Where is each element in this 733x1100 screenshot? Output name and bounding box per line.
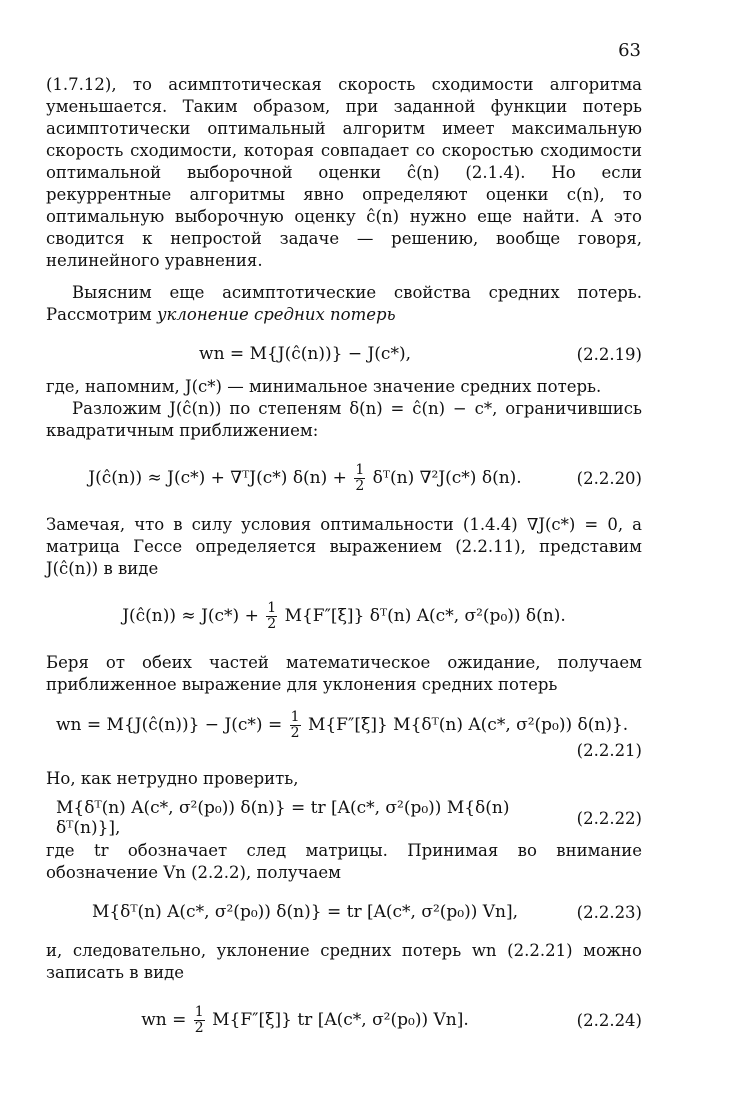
- equation-body: [46, 710, 642, 741]
- fraction: [266, 601, 277, 632]
- paragraph-optimality: Замечая, что в силу условия оптимальности (1.4.4) ∇J(c*) = 0, а матрица Гессе определяется выражением (2.2.11), представим J(ĉ(n)) в виде: [46, 515, 642, 578]
- fraction-numerator: 1: [355, 461, 365, 478]
- equation-2-2-22: [46, 796, 642, 840]
- fraction-denominator: 2: [290, 725, 300, 741]
- page-content: [46, 74, 642, 1042]
- fraction-numerator: 1: [194, 1003, 204, 1020]
- page-number: 63: [618, 40, 641, 61]
- equation-label: (2.2.20): [576, 468, 642, 488]
- equation-rhs: M{F″[ξ]} tr [A(c*, σ²(p₀)) Vn].: [212, 1009, 469, 1030]
- fraction-numerator: 1: [290, 709, 300, 725]
- paragraph-conclusion: и, следовательно, уклонение средних потерь wn (2.2.21) можно записать в виде: [46, 941, 642, 982]
- paragraph-loss-deviation-intro: [46, 282, 642, 326]
- emphasized-term: уклонение средних потерь: [156, 305, 396, 324]
- paragraph-check: Но, как нетрудно проверить,: [46, 769, 299, 788]
- equation-lhs: J(ĉ(n)) ≈ J(c*) +: [122, 605, 259, 626]
- paragraph-convergence: (1.7.12), то асимптотическая скорость сходимости алгоритма уменьшается. Таким образом, при заданной функции потерь асимптотически оптимальный алгоритм имеет максимальную скорость сходимости, которая совпадает со скоростью сходимости оптимальной выборочной оценки ĉ(n) (2.1.4). Но если рекуррентные алгоритмы явно определяют оценки c(n), то оптимальную выборочную оценку ĉ(n) нужно еще найти. А это сводится к непростой задаче — решению, вообще говоря, нелинейного уравнения.: [46, 75, 642, 270]
- fraction: [290, 710, 301, 741]
- equation-lhs: wn = M{J(ĉ(n))} − J(c*) =: [56, 715, 283, 735]
- equation-body: M{δᵀ(n) A(c*, σ²(p₀)) δ(n)} = tr [A(c*, σ²(p₀)) M{δ(n) δᵀ(n)}],: [56, 798, 510, 838]
- fraction-denominator: 2: [355, 477, 365, 494]
- equation-rhs: δᵀ(n) ∇²J(c*) δ(n).: [372, 467, 522, 488]
- fraction-denominator: 2: [267, 615, 277, 632]
- paragraph-trace: где tr обозначает след матрицы. Принимая во внимание обозначение Vn (2.2.2), получаем: [46, 841, 642, 882]
- equation-rhs: M{F″[ξ]} M{δᵀ(n) A(c*, σ²(p₀)) δ(n)}.: [307, 715, 629, 735]
- equation-2-2-23: [46, 890, 642, 934]
- equation-label: (2.2.22): [576, 808, 642, 828]
- paragraph-reminder: где, напомним, J(c*) — минимальное значение средних потерь.: [46, 377, 602, 396]
- equation-body: [46, 463, 564, 494]
- equation-label: (2.2.19): [576, 344, 642, 364]
- equation-2-2-21: [46, 710, 642, 760]
- equation-body: [46, 1005, 564, 1036]
- fraction: [354, 463, 365, 494]
- equation-2-2-19: [46, 332, 642, 376]
- paragraph-expectation: Беря от обеих частей математическое ожидание, получаем приближенное выражение для уклонения средних потерь: [46, 653, 642, 694]
- equation-lhs: wn =: [141, 1009, 187, 1030]
- equation-2-2-20: [46, 456, 642, 500]
- equation-body: [46, 601, 642, 632]
- equation-lhs: J(ĉ(n)) ≈ J(c*) + ∇ᵀJ(c*) δ(n) +: [88, 467, 347, 488]
- fraction-numerator: 1: [267, 599, 277, 616]
- equation-label: (2.2.23): [576, 902, 642, 922]
- equation-rhs: M{F″[ξ]} δᵀ(n) A(c*, σ²(p₀)) δ(n).: [284, 605, 566, 626]
- fraction: [194, 1005, 205, 1036]
- paragraph-expansion: Разложим J(ĉ(n)) по степеням δ(n) = ĉ(n) − c*, ограничившись квадратичным приближением:: [46, 399, 642, 440]
- equation-label: (2.2.24): [576, 1010, 642, 1030]
- paragraph-text: Выясним еще асимптотические свойства средних потерь. Рассмотрим: [46, 283, 642, 324]
- equation-body: M{δᵀ(n) A(c*, σ²(p₀)) δ(n)} = tr [A(c*, σ²(p₀)) Vn],: [91, 902, 519, 922]
- equation-body: wn = M{J(ĉ(n))} − J(c*),: [199, 344, 411, 364]
- equation-unnumbered: [46, 594, 642, 638]
- fraction-denominator: 2: [194, 1019, 204, 1036]
- equation-2-2-24: [46, 998, 642, 1042]
- equation-label: (2.2.21): [576, 741, 642, 760]
